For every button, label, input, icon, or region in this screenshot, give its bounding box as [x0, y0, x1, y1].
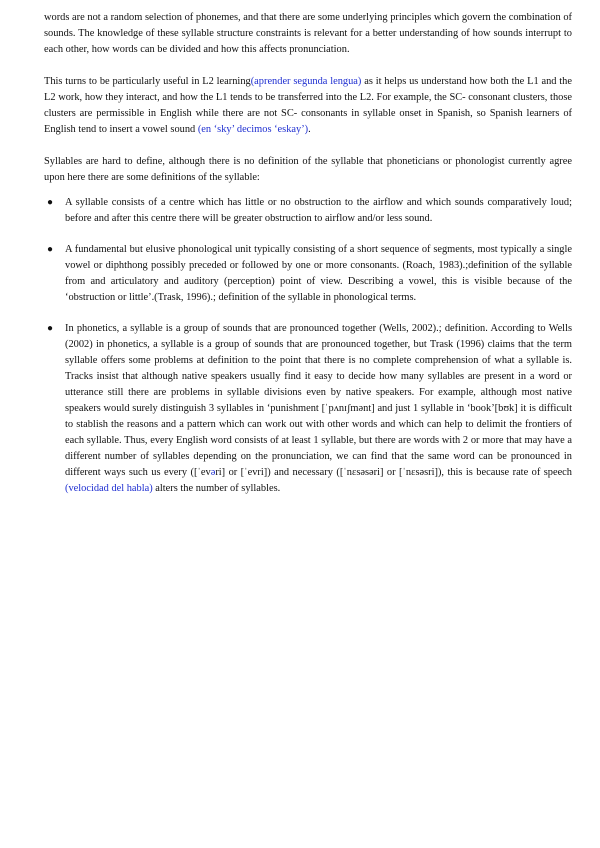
paragraph-l2-learning: [44, 74, 572, 138]
text-span: alters the number of syllables.: [152, 483, 281, 494]
list-item-text: [65, 321, 572, 497]
paragraph-syllable-definition: Syllables are hard to define, although there is no definition of the syllable that phoneticians or phonologist currently agree upon here there are some definitions of the syllable:: [44, 156, 572, 183]
text-span: This turns to be particularly useful in L2 learning: [44, 76, 251, 87]
text-span: ri] or [ˈevri]) and necessary ([ˈnɛsəsəri] or [ˈnɛsəsri]), this is because rate of speech: [215, 467, 572, 478]
ipa-schwa: ə: [210, 467, 216, 478]
list-item-text: A fundamental but elusive phonological unit typically consisting of a short sequence of segments, most typically a single vowel or diphthong possibly preceded or followed by one or more consonants. (Roach, 1983).;definition of the syllable from and articulatory and auditory (perception) point of view. Describing a vowel, this is visible because of the ‘obstruction or little’.(Trask, 1996).; definition of the syllable in phonological terms.: [65, 244, 572, 303]
list-item: [44, 195, 572, 227]
text-span: .: [308, 124, 311, 135]
bullet-icon: ●: [47, 323, 54, 334]
annotation-velocidad: (velocidad del habla): [65, 483, 153, 494]
paragraph-intro: words are not a random selection of phonemes, and that there are some underlying principles which govern the combination of sounds. The knowledge of these syllable structure constraints is relevant for a better understanding of how sounds interrupt to each other, how words can be divided and how this affects pronunciation.: [44, 12, 572, 55]
list-item: [44, 321, 572, 497]
text-span: as it helps us understand how both the L1 and the L2 work, how they interact, and how the L1 tends to be transferred into the L2. For example, the SC- consonant clusters, those clusters are permissible in English while there are not SC- consonants in syllable onset in Spanish, so Spanish learners of English tend to insert a vowel sound: [44, 76, 572, 135]
definition-list: [44, 195, 572, 497]
annotation-aprender: (aprender segunda lengua): [250, 76, 362, 87]
bullet-icon: ●: [47, 244, 54, 255]
text-span: In phonetics, a syllable is a group of sounds that are pronounced together (Wells, 2002).; definition. According to Wells (2002) in phonetics, a syllable is a group of sounds that are pronounced together, but Trask (1996) claims that the term syllable offers some problems at definition to the point that there is no complete comprehension of what a syllable is. Tracks insist that although native speakers usually find it easy to decide how many syllables are present in a word or utterance still there are problems in syllable divisions even by native speakers. For example, although most native speakers would surely distinguish 3 syllables in ‘punishment [ˈpʌnɪʃmənt] and just 1 syllable in ‘book’[bʊk] it is difficult to stablish the reasons and a pattern which can work out with other words and which can help to delimit the frontiers of each syllable. Thus, every English word consists of at least 1 syllable, but there are words with 2 or more that may have a different number of syllables depending on the pronunciation, we can find that the same word can be pronounced in different ways such us every ([ˈev: [65, 323, 572, 478]
list-item-text: A syllable consists of a centre which has little or no obstruction to the airflow and which sounds comparatively loud; before and after this centre there will be greater obstruction to airflow and/or less sound.: [65, 197, 572, 224]
list-item: [44, 242, 572, 306]
bullet-icon: ●: [47, 197, 54, 208]
annotation-sky: (en ‘sky’ decimos ‘eskay’): [197, 124, 309, 135]
